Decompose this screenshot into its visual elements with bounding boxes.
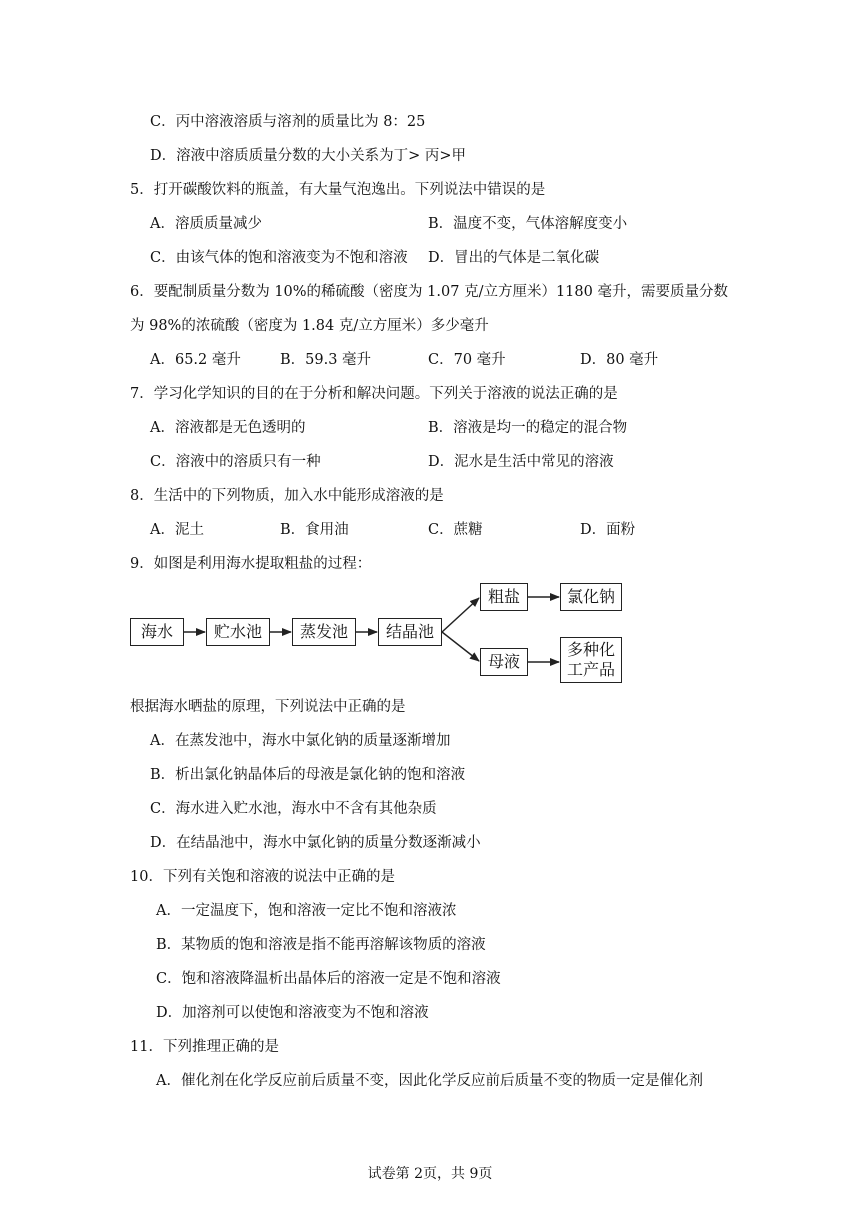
q8-option-d: D．面粉 <box>580 522 636 538</box>
q5-option-a: A．溶质质量减少 <box>150 216 262 232</box>
box-seawater: 海水 <box>130 618 184 646</box>
q10-stem: 10．下列有关饱和溶液的说法中正确的是 <box>130 869 395 885</box>
chemical-products-line2: 工产品 <box>566 660 615 679</box>
q6-option-a: A．65.2 毫升 <box>150 352 241 368</box>
q7-option-c: C．溶液中的溶质只有一种 <box>150 454 321 470</box>
q6-stem-line2: 为 98%的浓硫酸（密度为 1.84 克/立方厘米）多少毫升 <box>130 318 489 334</box>
q10-option-d: D．加溶剂可以使饱和溶液变为不饱和溶液 <box>156 1005 429 1021</box>
q6-option-c: C．70 毫升 <box>428 352 506 368</box>
q11-stem: 11．下列推理正确的是 <box>130 1039 279 1055</box>
q5-option-d: D．冒出的气体是二氧化碳 <box>428 250 600 266</box>
q6-option-d: D．80 毫升 <box>580 352 659 368</box>
box-evaporation-pool: 蒸发池 <box>292 618 356 646</box>
q8-option-c: C．蔗糖 <box>428 522 483 538</box>
q5-option-c: C．由该气体的饱和溶液变为不饱和溶液 <box>150 250 408 266</box>
arrow-crystal-to-mother-liquor <box>442 632 479 661</box>
q5-option-b: B．温度不变，气体溶解度变小 <box>428 216 628 232</box>
q8-option-b: B．食用油 <box>280 522 349 538</box>
q8-stem: 8．生活中的下列物质，加入水中能形成溶液的是 <box>130 488 444 504</box>
q9-stem: 9．如图是利用海水提取粗盐的过程： <box>130 556 372 572</box>
q7-option-a: A．溶液都是无色透明的 <box>150 420 306 436</box>
q9-option-a: A．在蒸发池中，海水中氯化钠的质量逐渐增加 <box>150 733 451 749</box>
chemical-products-line1: 多种化 <box>566 640 615 659</box>
arrow-crystal-to-crude-salt <box>442 598 479 632</box>
page-footer: 试卷第 2页，共 9页 <box>367 1166 493 1182</box>
q9-option-b: B．析出氯化钠晶体后的母液是氯化钠的饱和溶液 <box>150 767 466 783</box>
q10-option-c: C．饱和溶液降温析出晶体后的溶液一定是不饱和溶液 <box>156 971 501 987</box>
q7-option-b: B．溶液是均一的稳定的混合物 <box>428 420 628 436</box>
box-mother-liquor: 母液 <box>480 648 528 676</box>
q4-option-d: D．溶液中溶质质量分数的大小关系为丁> 丙>甲 <box>150 148 467 164</box>
q7-option-d: D．泥水是生活中常见的溶液 <box>428 454 614 470</box>
q7-stem: 7．学习化学知识的目的在于分析和解决问题。下列关于溶液的说法正确的是 <box>130 386 618 402</box>
q11-option-a: A．催化剂在化学反应前后质量不变，因此化学反应前后质量不变的物质一定是催化剂 <box>156 1073 703 1089</box>
q8-option-a: A．泥土 <box>150 522 204 538</box>
q6-stem-line1: 6．要配制质量分数为 10%的稀硫酸（密度为 1.07 克/立方厘米）1180 毫升，需要质量分数 <box>130 284 728 300</box>
box-storage-pool: 贮水池 <box>206 618 270 646</box>
box-crystallization-pool: 结晶池 <box>378 618 442 646</box>
q9-option-d: D．在结晶池中，海水中氯化钠的质量分数逐渐减小 <box>150 835 481 851</box>
q9-lead: 根据海水晒盐的原理，下列说法中正确的是 <box>130 699 406 715</box>
q10-option-b: B．某物质的饱和溶液是指不能再溶解该物质的溶液 <box>156 937 486 953</box>
q10-option-a: A．一定温度下，饱和溶液一定比不饱和溶液浓 <box>156 903 457 919</box>
box-crude-salt: 粗盐 <box>480 583 528 611</box>
q6-option-b: B．59.3 毫升 <box>280 352 372 368</box>
box-sodium-chloride: 氯化钠 <box>560 583 622 611</box>
q4-option-c: C．丙中溶液溶质与溶剂的质量比为 8：25 <box>150 114 426 130</box>
q9-option-c: C．海水进入贮水池，海水中不含有其他杂质 <box>150 801 437 817</box>
q5-stem: 5．打开碳酸饮料的瓶盖，有大量气泡逸出。下列说法中错误的是 <box>130 182 546 198</box>
